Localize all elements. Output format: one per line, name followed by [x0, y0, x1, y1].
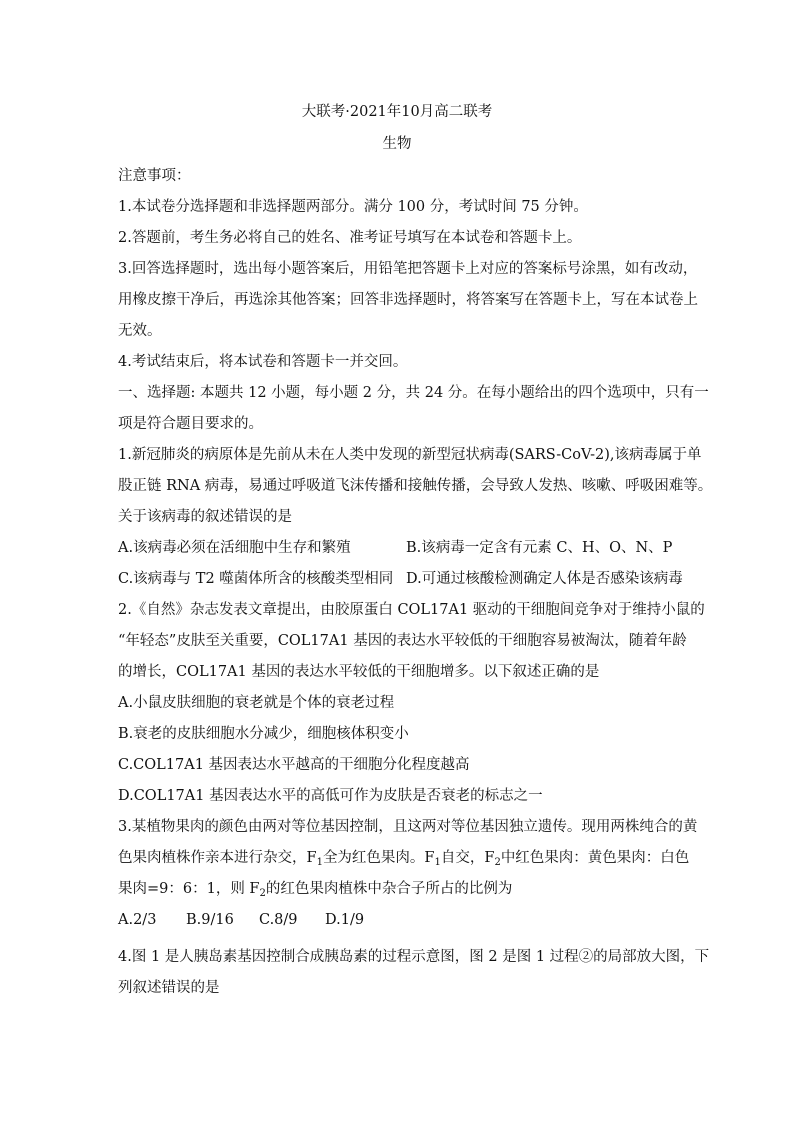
question-3-option-a: A.2/3	[118, 912, 157, 928]
q3-text: 果肉=9：6：1，则 F	[118, 881, 260, 897]
q3-text: 中红色果肉：黄色果肉：白色	[500, 850, 690, 866]
question-3-stem	[118, 879, 512, 899]
question-3-option-c: C.8/9	[259, 912, 298, 928]
q3-subscript: 1	[434, 857, 441, 868]
question-3-option-d: D.1/9	[325, 912, 365, 928]
exam-title: 大联考·2021年10月高二联考	[301, 104, 493, 120]
notice-item: 4.考试结束后，将本试卷和答题卡一并交回。	[118, 354, 408, 370]
question-3-stem	[118, 848, 689, 868]
question-3-stem: 3.某植物果肉的颜色由两对等位基因控制，且这两对等位基因独立遗传。现用两株纯合的黄	[118, 819, 698, 835]
section-intro: 项是符合题目要求的。	[118, 416, 263, 432]
question-2-stem: 的增长，COL17A1 基因的表达水平较低的干细胞增多。以下叙述正确的是	[118, 664, 600, 680]
question-3-option-b: B.9/16	[186, 912, 234, 928]
q3-subscript: 2	[259, 888, 266, 899]
subject-title: 生物	[382, 136, 412, 152]
notice-heading: 注意事项：	[118, 168, 191, 184]
notice-item: 2.答题前，考生务必将自己的姓名、准考证号填写在本试卷和答题卡上。	[118, 230, 582, 246]
notice-item: 3.回答选择题时，选出每小题答案后，用铅笔把答题卡上对应的答案标号涂黑，如有改动，	[118, 261, 698, 277]
q3-text: 的红色果肉植株中杂合子所占的比例为	[265, 881, 513, 897]
question-1-option-d: D.可通过核酸检测确定人体是否感染该病毒	[406, 571, 683, 587]
question-2-option-a: A.小鼠皮肤细胞的衰老就是个体的衰老过程	[118, 695, 395, 711]
question-1-option-a: A.该病毒必须在活细胞中生存和繁殖	[118, 540, 351, 556]
question-2-option-d: D.COL17A1 基因表达水平的高低可作为皮肤是否衰老的标志之一	[118, 788, 543, 804]
notice-item: 无效。	[118, 323, 162, 339]
q3-text: 自交，F	[440, 850, 495, 866]
question-4-stem: 4.图 1 是人胰岛素基因控制合成胰岛素的过程示意图，图 2 是图 1 过程②的局部放大图，下	[118, 949, 710, 965]
question-1-option-b: B.该病毒一定含有元素 C、H、O、N、P	[406, 540, 673, 556]
question-2-stem: 2.《自然》杂志发表文章提出，由胶原蛋白 COL17A1 驱动的干细胞间竞争对于维持小鼠的	[118, 602, 705, 618]
question-2-stem: “年轻态”皮肤至关重要，COL17A1 基因的表达水平较低的干细胞容易被淘汰，随着年龄	[118, 633, 687, 649]
q3-subscript: 2	[494, 857, 501, 868]
question-4-stem: 列叙述错误的是	[118, 980, 220, 996]
question-2-option-c: C.COL17A1 基因表达水平越高的干细胞分化程度越高	[118, 757, 470, 773]
notice-item: 用橡皮擦干净后，再选涂其他答案；回答非选择题时，将答案写在答题卡上，写在本试卷上	[118, 292, 698, 308]
section-intro: 一、选择题: 本题共 12 小题，每小题 2 分，共 24 分。在每小题给出的四个选项中，只有一	[118, 385, 709, 401]
question-2-option-b: B.衰老的皮肤细胞水分减少，细胞核体积变小	[118, 726, 409, 742]
q3-text: 色果肉植株作亲本进行杂交，F	[118, 850, 317, 866]
question-1-stem: 1.新冠肺炎的病原体是先前从未在人类中发现的新型冠状病毒(SARS-CoV-2),该病毒属于单	[118, 447, 702, 463]
question-1-option-c: C.该病毒与 T2 噬菌体所含的核酸类型相同	[118, 571, 394, 587]
notice-item: 1.本试卷分选择题和非选择题两部分。满分 100 分，考试时间 75 分钟。	[118, 199, 588, 215]
question-1-stem: 关于该病毒的叙述错误的是	[118, 509, 292, 525]
question-1-stem: 股正链 RNA 病毒，易通过呼吸道飞沫传播和接触传播，会导致人发热、咳嗽、呼吸困难等。	[118, 478, 713, 494]
q3-text: 全为红色果肉。F	[322, 850, 435, 866]
q3-subscript: 1	[316, 857, 323, 868]
